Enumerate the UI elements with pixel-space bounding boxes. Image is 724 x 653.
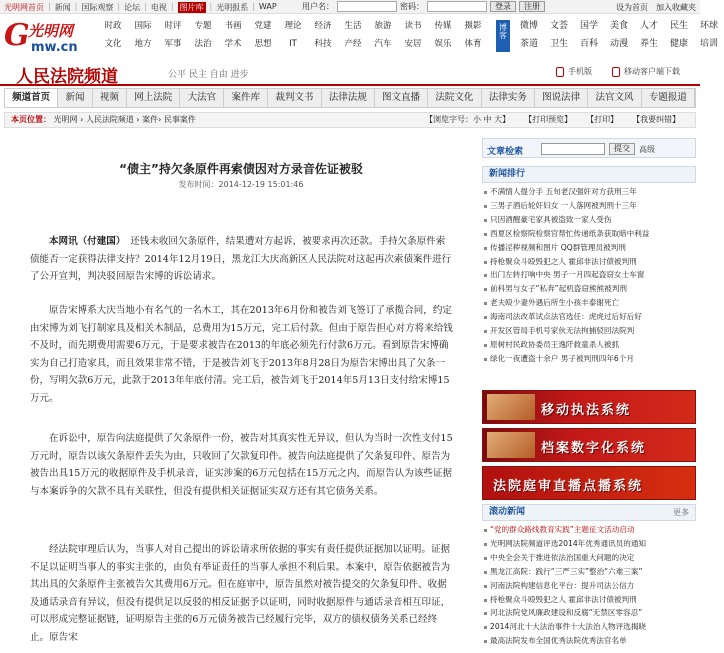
logo-sub: mw.cn (31, 40, 78, 55)
channel-right-link-3[interactable]: 动漫 (609, 39, 628, 49)
username-input[interactable] (337, 1, 397, 12)
banner-1-text: 移动执法系统 (541, 403, 632, 418)
rolling-news-item[interactable]: 河北法院党风廉政建设和反腐“无禁区零容忍” (482, 606, 696, 620)
rolling-news-item[interactable]: “党的群众路线教育实践”主题征文活动启动 (482, 523, 696, 537)
blog-badge[interactable]: 博客 (496, 20, 510, 52)
banner-3-text: 法院庭审直播点播系统 (493, 479, 644, 494)
advanced-search-link[interactable]: 高级 (639, 145, 655, 154)
nav-tab-5[interactable]: 案件库 (224, 89, 268, 107)
mobile-app-link[interactable] (612, 66, 680, 77)
news-item[interactable]: 海南司法改革试点法官选任：虎虎过后好后好 (482, 310, 696, 324)
nav-tab-6[interactable]: 裁判文书 (268, 89, 321, 107)
channel-slogan: 公平 民主 自由 进步 (168, 70, 249, 80)
banner-image-icon (487, 394, 535, 420)
login-form (302, 1, 545, 12)
nav-tab-7[interactable]: 法律法规 (322, 89, 375, 107)
article-tools (425, 113, 680, 127)
channel-link-1[interactable]: 国际 (134, 21, 152, 31)
main-nav (4, 88, 696, 108)
news-item[interactable]: 前科男与女子“私奔”起机盗窃熊熊被判刑 (482, 282, 696, 296)
article-lead: 本网讯（付建国） (49, 236, 121, 247)
court-live-banner[interactable] (482, 466, 696, 500)
report-error-tool[interactable]: 【我要纠错】 (632, 115, 681, 124)
channel-right-link-6[interactable]: 环球 (699, 21, 718, 31)
news-item[interactable]: 三男子酒后轮奸妇女 一人落网被判刑十三年 (482, 199, 696, 213)
print-preview-tool[interactable]: 【打印预览】 (524, 115, 573, 124)
article-search (482, 138, 696, 158)
news-item[interactable]: 开发区管局手机号家伙无法拘捕驳回法院判 (482, 324, 696, 338)
top-link-tv[interactable]: 电视 (150, 3, 167, 12)
channel-link-7[interactable]: 经济 (314, 21, 332, 31)
nav-tab-9[interactable]: 法院文化 (428, 89, 481, 107)
channel-link-4[interactable]: 学术 (224, 39, 242, 49)
news-item[interactable]: 只因酒醒豪宅家具被盗致一家人受伤 (482, 213, 696, 227)
news-ranking-title: 新闻排行 (489, 169, 526, 179)
channel-link-5[interactable]: 思想 (254, 39, 272, 49)
mobile-enforcement-banner[interactable] (482, 390, 696, 424)
channel-link-2[interactable]: 时评 (164, 21, 182, 31)
search-label: 文章检索 (487, 147, 524, 157)
rolling-news-item[interactable]: 光明网法院频道评选2014年优秀通讯员的通知 (482, 537, 696, 551)
channel-link-11[interactable]: 娱乐 (434, 39, 452, 49)
set-homepage-link[interactable]: 设为首页 (616, 3, 648, 12)
channel-link-7[interactable]: 科技 (314, 39, 332, 49)
top-link-forum[interactable]: 论坛 (124, 3, 141, 12)
banner-2-text: 档案数字化系统 (541, 441, 647, 456)
channel-link-8[interactable]: 生活 (344, 21, 362, 31)
news-ranking-header (482, 166, 696, 183)
top-link-wap[interactable]: WAP (258, 2, 277, 11)
channel-header (0, 58, 700, 86)
mobile-version-link[interactable] (556, 66, 592, 77)
article-paragraph-1 (30, 233, 454, 286)
breadcrumb (4, 112, 696, 128)
channel-link-6[interactable]: 理论 (284, 21, 302, 31)
logo-g-icon: G (4, 18, 30, 53)
banner-image-icon (487, 432, 535, 458)
news-item[interactable]: 出门左转打响中央 男子一月四起盗窃女士车窗 (482, 268, 696, 282)
search-input[interactable] (541, 143, 605, 155)
phone-icon (556, 67, 564, 77)
app-icon (612, 67, 620, 77)
channel-link-12[interactable]: 摄影 (464, 21, 482, 31)
nav-tab-4[interactable]: 大法官 (180, 89, 224, 107)
news-item[interactable]: 老夫殴少妻外遇后所生小孩丰泰谢死亡 (482, 296, 696, 310)
logo-text: 光明网 (28, 22, 74, 40)
channel-right-link-1[interactable]: 卫生 (549, 39, 568, 49)
nav-tab-2[interactable]: 视频 (93, 89, 127, 107)
channel-link-9[interactable]: 汽车 (374, 39, 392, 49)
nav-tab-3[interactable]: 网上法院 (127, 89, 180, 107)
channel-right-link-2[interactable]: 百科 (579, 39, 598, 49)
channel-link-3[interactable]: 法治 (194, 39, 212, 49)
nav-tab-10[interactable]: 法律实务 (482, 89, 535, 107)
article-paragraph-2: 原告宋博系大庆当地小有名气的一名木工，其在2013年6月份和被告刘飞签订了承揽合同，约定由宋博为刘飞打制家具及相关木制品，总费用为15万元，完工后付款。但由于原告担心对方将来给钱不及时，而先期费用需要6万元，于是要求被告在2013的年底必须先行付款6万元。看到原告宋博确实为自己打造家具，而且效果非常不错，于是被告刘飞于2013年8月28日为原告宋博出具了欠条一份，写明欠款6万元，此款于2013年年底付清。完工后，被告刘飞于2014年5月13日支付给宋博15万元。 (30, 305, 453, 404)
channel-right-link-2[interactable]: 国学 (579, 21, 598, 31)
channel-right-link-6[interactable]: 培训 (699, 39, 718, 49)
sidebar (482, 138, 696, 653)
channel-right-link-5[interactable]: 民生 (669, 21, 688, 31)
top-link-news[interactable]: 新闻 (54, 3, 71, 12)
top-link-press[interactable]: 光明报系 (216, 3, 249, 12)
site-logo[interactable] (4, 18, 96, 54)
article-paragraph-4: 经法院审理后认为，当事人对自己提出的诉讼请求所依据的事实有责任提供证据加以证明。证据不足以证明当事人的事实主张的，由负有举证责任的当事人承担不利后果。本案中，原告依据被告为其出具的欠条原件主张被告欠其费用6万元。但在庭审中，原告虽然对被告提交的欠条复印件、收据及通话录音有异议，但没有提供足以反驳的相反证据予以证明，同时收据原件与通话录音相互印证，可以形成完整证据链，证明原告主张的6万元债务被告已经履行完毕，双方的债权债务关系已经终止。原告宋 (30, 544, 451, 643)
rolling-news-item[interactable]: 持枪聚众斗殴毁犯之人 霍邱非法讨债被判刑 (482, 593, 696, 607)
password-label: 密码： (400, 2, 424, 11)
news-item[interactable]: 西夏区检察院检察官帮忙传递纸条获取暗中利益 (482, 227, 696, 241)
channel-link-10[interactable]: 读书 (404, 21, 422, 31)
top-links: 光明网首页 | 新闻 | 国际观察 | 论坛 | 电视 | 图片库 | 光明报系 | WAP (4, 2, 277, 12)
channel-title[interactable]: 人民法院频道 (16, 67, 118, 87)
channel-right-link-3[interactable]: 美食 (609, 21, 628, 31)
channel-right-link-4[interactable]: 人才 (639, 21, 658, 31)
article-main (4, 130, 478, 653)
rolling-news-header (482, 504, 696, 521)
rolling-news-more-link[interactable]: 更多 (673, 508, 689, 517)
rolling-news-title: 滚动新闻 (489, 507, 526, 517)
font-size-tool[interactable]: 【浏览字号：小 中 大】 (425, 115, 511, 124)
channel-right-link-1[interactable]: 文荟 (549, 21, 568, 31)
channel-link-0[interactable]: 时政 (104, 21, 122, 31)
channel-link-1[interactable]: 地方 (134, 39, 152, 49)
top-right-links (616, 2, 696, 13)
channel-row-1 (98, 18, 488, 36)
top-link-home[interactable]: 光明网首页 (4, 3, 44, 12)
top-link-intl[interactable]: 国际观察 (81, 3, 114, 12)
channel-link-4[interactable]: 书画 (224, 21, 242, 31)
news-item[interactable]: 传播淫秽视频和图片 QQ群管理员被判刑 (482, 241, 696, 255)
rolling-news-item[interactable]: 河南法院构建信息化平台：提升司法公信力 (482, 579, 696, 593)
channel-link-3[interactable]: 专题 (194, 21, 212, 31)
nav-tab-11[interactable]: 图说法律 (535, 89, 588, 107)
channel-row-2 (98, 36, 488, 54)
news-item[interactable]: 原树村民政协委员王逸阡救童杀人被抓 (482, 338, 696, 352)
nav-tab-0[interactable]: 频道首页 (5, 89, 58, 107)
channel-link-0[interactable]: 文化 (104, 39, 122, 49)
channel-link-11[interactable]: 传媒 (434, 21, 452, 31)
channel-grid (98, 18, 718, 54)
news-item[interactable]: 持枪聚众斗殴毁犯之人 霍邱非法讨债被判刑 (482, 255, 696, 269)
article-paragraph-1-text: 还钱未收回欠条原件，结果遭对方起诉，被要求再次还款。手持欠条原件索债能否一定获得法律支持？2014年12月19日，黑龙江大庆高新区人民法院对这起再次索债案件进行了公开宣判，判决驳回原告宋博的诉讼请求。 (30, 236, 452, 282)
channel-link-10[interactable]: 安居 (404, 39, 422, 49)
channel-right-row-1 (514, 18, 724, 36)
channel-link-6[interactable]: IT (289, 39, 297, 49)
login-button[interactable]: 登录 (490, 1, 516, 12)
channel-link-12[interactable]: 体育 (464, 39, 482, 49)
register-button[interactable]: 注册 (519, 1, 545, 12)
article-paragraph-3: 在诉讼中，原告向法庭提供了欠条原件一份，被告对其真实性无异议，但认为当时一次性支付15万元时，原告以该欠条原件丢失为由，只收回了欠款复印件。被告向法庭提供了欠条复印件、原告为被告出具15万元的收据原件及手机录音，证实涉案的6万元包括在15万元之内，而原告认为该些证据与本案诉争的欠款不具有关联性，但没有提供相关证据证实双方还有其它债务关系。 (30, 433, 453, 497)
username-label: 用户名： (302, 2, 334, 11)
rolling-news-item[interactable]: 黑龙江高院：践行“三严三实”整治“六难三案” (482, 565, 696, 579)
nav-tab-1[interactable]: 新闻 (58, 89, 92, 107)
password-input[interactable] (427, 1, 487, 12)
news-ranking-list (482, 185, 696, 366)
rolling-news-item[interactable]: 2014河北十大法治事件十大法治人物评选揭晓 (482, 620, 696, 634)
mobile-app-label: 移动客户端下载 (624, 67, 680, 76)
nav-tab-13[interactable]: 专题报道 (642, 89, 695, 107)
print-tool[interactable]: 【打印】 (586, 115, 619, 124)
search-submit-button[interactable]: 提交 (609, 143, 635, 155)
rolling-news-list (482, 523, 696, 648)
channel-link-9[interactable]: 旅游 (374, 21, 392, 31)
breadcrumb-path[interactable]: 光明网 › 人民法院频道 › 案件› 民事案件 (53, 115, 196, 124)
top-link-photos[interactable]: 图片库 (179, 3, 204, 12)
channel-link-5[interactable]: 党建 (254, 21, 272, 31)
news-item[interactable]: 绿化一夜遭盗十余户 男子被判刑四年6个月 (482, 352, 696, 366)
channel-right-link-5[interactable]: 健康 (669, 39, 688, 49)
channel-right-link-0[interactable]: 茶道 (519, 39, 538, 49)
nav-tab-8[interactable]: 图文直播 (375, 89, 428, 107)
nav-tab-12[interactable]: 法官文风 (588, 89, 641, 107)
article-title: “债主”持欠条原件再索债因对方录音佐证被驳 (119, 162, 363, 176)
channel-right-link-4[interactable]: 养生 (639, 39, 658, 49)
article-time: 发布时间：2014-12-19 15:01:46 (178, 180, 304, 189)
channel-link-2[interactable]: 军事 (164, 39, 182, 49)
rolling-news-item[interactable]: 最高法院发布全国优秀法院优秀法官名单 (482, 634, 696, 648)
channel-link-8[interactable]: 产经 (344, 39, 362, 49)
add-favorite-link[interactable]: 加入收藏夹 (656, 3, 696, 12)
mobile-version-label: 手机版 (568, 67, 592, 76)
top-utility-bar (0, 0, 700, 14)
channel-right-link-0[interactable]: 微博 (519, 21, 538, 31)
breadcrumb-label: 本页位置： (11, 115, 51, 124)
archive-digitization-banner[interactable] (482, 428, 696, 462)
news-item[interactable]: 不满情人提分手 五旬老汉强奸对方获刑三年 (482, 185, 696, 199)
channel-right-row-2 (514, 36, 724, 54)
rolling-news-item[interactable]: 中央全会关于推进依法治国重大问题的决定 (482, 551, 696, 565)
